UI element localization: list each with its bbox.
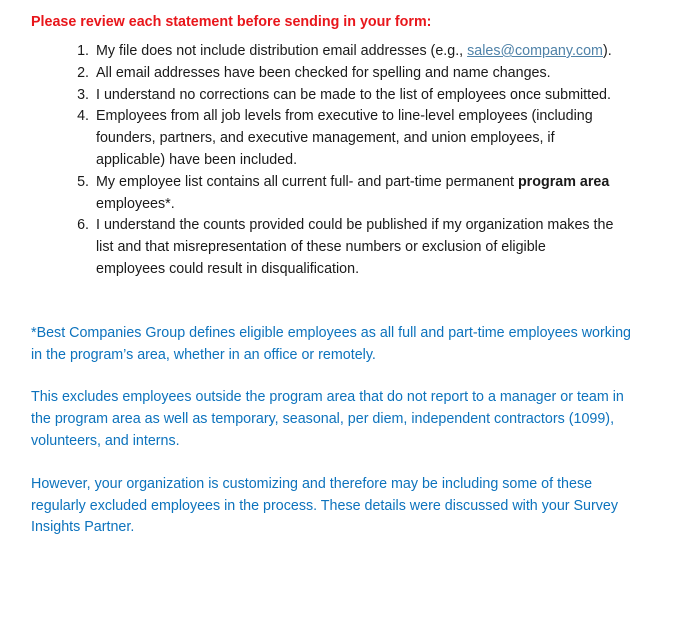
statement-item-1 bbox=[31, 41, 616, 63]
statement-text-end: employees*. bbox=[96, 195, 175, 212]
statement-list bbox=[31, 41, 641, 281]
statement-number: 1. bbox=[77, 43, 89, 59]
statement-number: 4. bbox=[77, 108, 89, 125]
statement-text: Employees from all job levels from executive to line-level employees (including founders, partners, and executive management, and union employees, if applicable) have been included. bbox=[96, 108, 593, 168]
statement-text: I understand the counts provided could be published if my organization makes the list and that misrepresentation of these numbers or exclusion of eligible employees could result in disqualification. bbox=[96, 217, 614, 277]
program-area-emphasis: program area bbox=[517, 173, 610, 190]
statement-item-4 bbox=[31, 106, 616, 171]
review-form-section bbox=[31, 12, 641, 539]
statement-item-5 bbox=[31, 172, 616, 216]
statement-number: 2. bbox=[77, 64, 89, 81]
statement-text: I understand no corrections can be made to the list of employees once submitted. bbox=[96, 86, 611, 103]
statement-item-6 bbox=[31, 215, 616, 280]
statement-text-end: ). bbox=[602, 43, 612, 59]
customizing-note: However, your organization is customizing and therefore may be including some of these regularly excluded employees in the process. These details were discussed with your Survey Insights Partner. bbox=[31, 475, 618, 536]
statement-text: All email addresses have been checked for spelling and name changes. bbox=[96, 64, 551, 81]
statement-text: My file does not include distribution email addresses (e.g., bbox=[96, 43, 468, 59]
review-heading: Please review each statement before sending in your form: bbox=[31, 14, 432, 30]
email-example-link[interactable]: sales@company.com bbox=[467, 43, 603, 59]
eligibility-definition-note: *Best Companies Group defines eligible employees as all full and part-time employees working in the program’s area, whether in an office or remotely. bbox=[31, 324, 631, 363]
statement-number: 5. bbox=[77, 173, 89, 190]
statement-number: 6. bbox=[77, 217, 89, 234]
statement-text: My employee list contains all current full- and part-time permanent bbox=[96, 173, 518, 190]
statement-number: 3. bbox=[77, 86, 89, 103]
statement-item-3 bbox=[31, 85, 616, 107]
exclusions-note: This excludes employees outside the program area that do not report to a manager or team in the program area as well as temporary, seasonal, per diem, independent contractors (1099), volunteers, and interns. bbox=[31, 389, 624, 449]
statement-item-2 bbox=[31, 63, 616, 85]
